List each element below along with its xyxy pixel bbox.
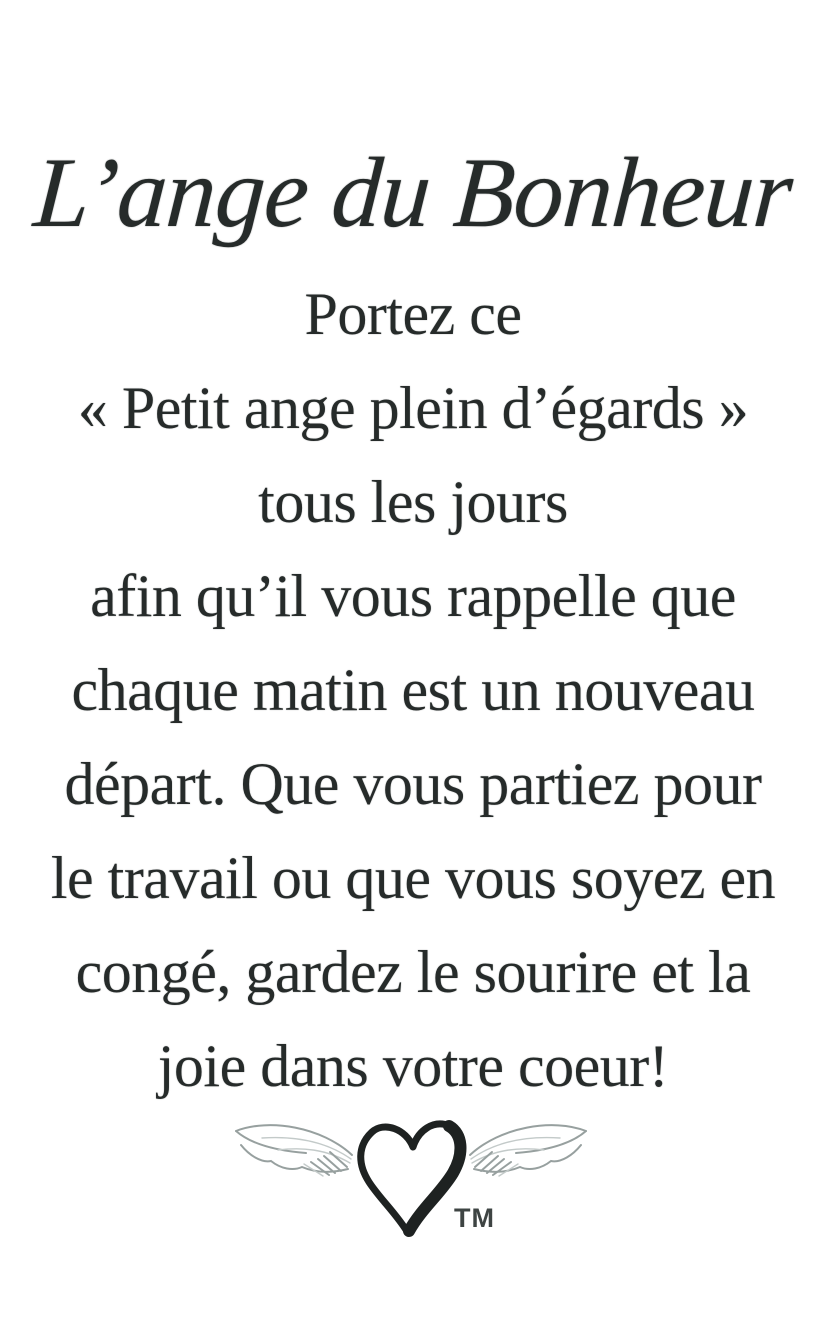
text-line-5: chaque matin est un nouveau [71, 657, 755, 723]
text-line-6: départ. Que vous partiez pour [64, 751, 762, 817]
trademark-symbol: TM [454, 1203, 495, 1233]
heart-icon [361, 1124, 462, 1233]
winged-heart-logo [228, 1105, 594, 1255]
text-line-8: congé, gardez le sourire et la [75, 939, 751, 1005]
text-line-1: Portez ce [304, 281, 522, 347]
text-line-2: « Petit ange plein d’égards » [77, 375, 749, 441]
left-wing-icon [236, 1125, 352, 1176]
winged-heart-icon [228, 1105, 594, 1255]
right-wing-icon [470, 1125, 586, 1176]
card-title: L’ange du Bonheur [30, 137, 796, 248]
text-line-3: tous les jours [258, 469, 568, 535]
text-line-4: afin qu’il vous rappelle que [90, 563, 736, 629]
text-line-9: joie dans votre coeur! [157, 1033, 669, 1099]
card-body-text [0, 267, 826, 1113]
text-line-7: le travail ou que vous soyez en [50, 845, 776, 911]
